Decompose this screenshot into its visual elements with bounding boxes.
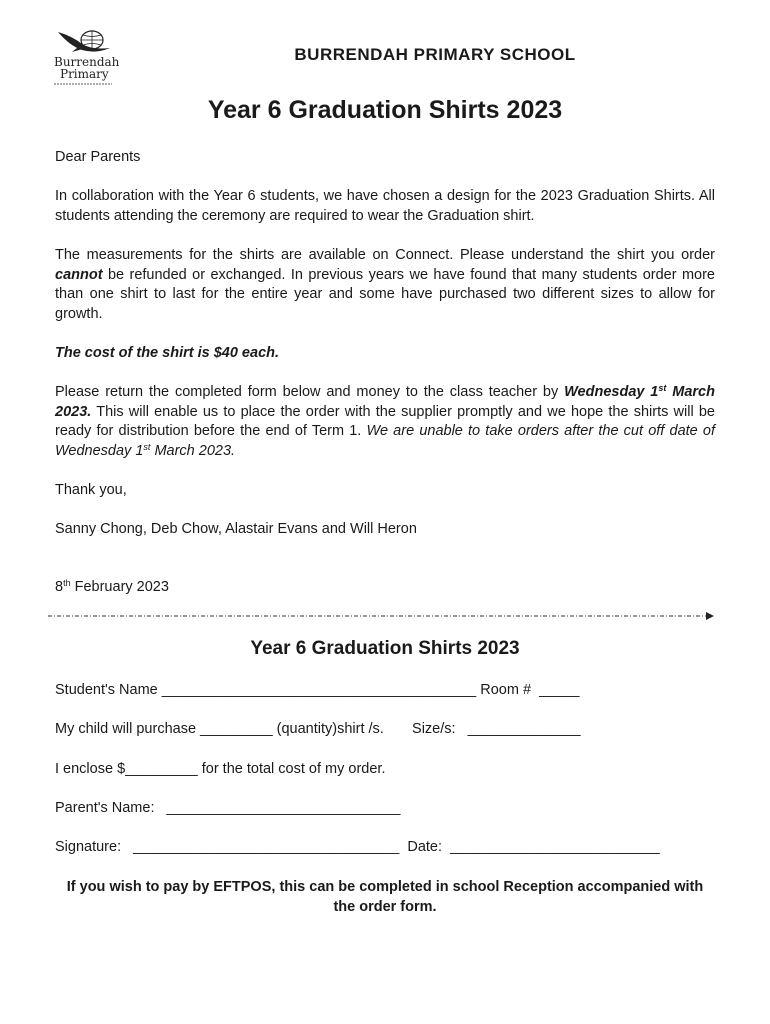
paragraph-return [55, 383, 715, 461]
school-name: BURRENDAH PRIMARY SCHOOL [294, 45, 576, 64]
letter-date-rest: February 2023 [70, 579, 169, 595]
logo-text-line2: Primary [60, 67, 109, 81]
arrow-right-icon [706, 612, 714, 620]
letter-date-day: 8 [55, 579, 64, 595]
paragraph-intro: In collaboration with the Year 6 students, we have chosen a design for the 2023 Graduation Shirts. All students attending the ceremony are required to wear the Graduation shirt. [55, 188, 715, 224]
paragraph-measurements-text-b: be refunded or exchanged. In previous years we have found that many students order more than one shirt to last for the entire year and some have purchased two different sizes to allow for growth. [55, 266, 715, 322]
cut-line [48, 612, 714, 620]
form-title: Year 6 Graduation Shirts 2023 [250, 638, 520, 659]
quantity-size-field[interactable]: My child will purchase _________ (quantity)shirt /s. Size/s: ______________ [55, 721, 581, 737]
paragraph-measurements [55, 246, 715, 324]
page-title: Year 6 Graduation Shirts 2023 [207, 96, 563, 124]
return-text-b: This will enable us to place the order with the supplier promptly and we hope the shirts will be ready for distribution before the end of Term 1. [55, 403, 715, 439]
cost-statement: The cost of the shirt is $40 each. [55, 345, 280, 361]
cutoff-text-b: March 2023. [150, 442, 236, 459]
cannot-emphasis: cannot [55, 266, 103, 283]
cutoff-text-sup: st [143, 441, 151, 452]
signature-date-field[interactable]: Signature: _________________________________ Date: __________________________ [55, 839, 660, 855]
paragraph-measurements-text-a: The measurements for the shirts are available on Connect. Please understand the shirt you order [55, 247, 715, 263]
letter-date [55, 578, 715, 598]
eftpos-note: If you wish to pay by EFTPOS, this can be completed in school Reception accompanied with the order form. [66, 879, 704, 915]
deadline-date-a: Wednesday 1 [564, 384, 659, 400]
enclose-amount-field[interactable]: I enclose $_________ for the total cost of my order. [55, 761, 386, 777]
logo-text-line1: Burrendah [54, 55, 120, 69]
deadline-date-b: March 2023. [55, 384, 715, 420]
cutoff-text-a: We are unable to take orders after the cut off date of Wednesday 1 [55, 423, 715, 459]
signatories: Sanny Chong, Deb Chow, Alastair Evans and Will Heron [55, 521, 417, 537]
greeting: Dear Parents [55, 149, 141, 165]
deadline-date-sup: st [658, 383, 667, 393]
parent-name-field[interactable]: Parent's Name: _____________________________ [55, 800, 401, 816]
thanks-line: Thank you, [55, 482, 127, 498]
student-name-field[interactable]: Student's Name _______________________________________ Room # _____ [55, 682, 580, 698]
return-text-a: Please return the completed form below and money to the class teacher by [55, 384, 565, 400]
letter-date-sup: th [63, 578, 71, 588]
